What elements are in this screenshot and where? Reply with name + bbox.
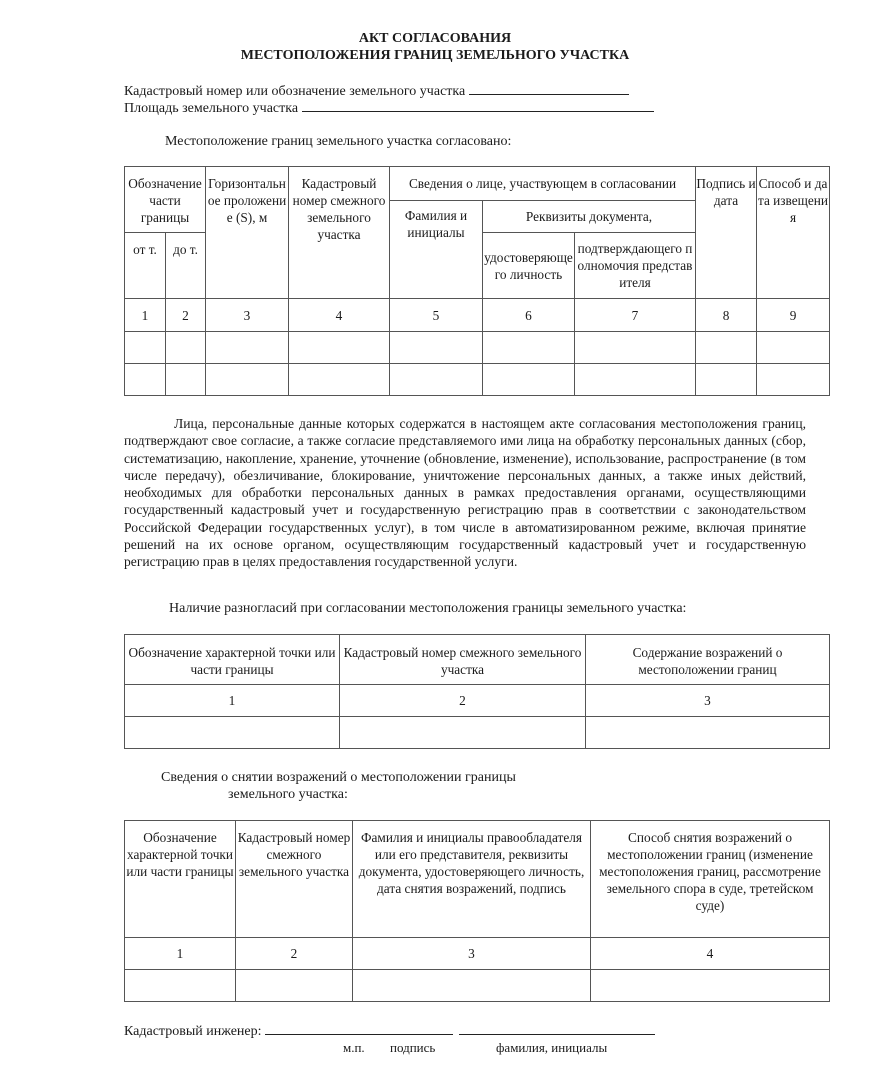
document-title-line2: МЕСТОПОЛОЖЕНИЯ ГРАНИЦ ЗЕМЕЛЬНОГО УЧАСТКА	[240, 48, 630, 63]
header-signature-date: Подпись и дата	[696, 167, 757, 299]
signature-label: подпись	[390, 1040, 436, 1055]
header-point-designation: Обозначение характерной точки или части границы	[125, 635, 340, 685]
col-number: 3	[353, 938, 591, 970]
cadastral-number-input[interactable]	[469, 82, 629, 95]
col-number: 1	[125, 938, 236, 970]
table-cell[interactable]	[353, 970, 591, 1002]
agreement-table	[124, 166, 830, 396]
table-cell[interactable]	[483, 332, 575, 364]
area-field	[124, 99, 654, 117]
table-cell[interactable]	[166, 364, 206, 396]
col-number: 2	[340, 685, 586, 717]
col-number: 4	[591, 938, 830, 970]
cadastral-number-label: Кадастровый номер или обозначение земельного участка	[124, 84, 466, 99]
table-row	[125, 717, 830, 749]
section3-caption-line1: Сведения о снятии возражений о местоположении границы	[161, 770, 516, 785]
col-number: 7	[575, 299, 696, 332]
table-cell[interactable]	[206, 364, 289, 396]
table-cell[interactable]	[575, 364, 696, 396]
objections-removal-table	[124, 820, 830, 1002]
col-number: 4	[289, 299, 390, 332]
table-cell[interactable]	[390, 332, 483, 364]
table-cell[interactable]	[696, 332, 757, 364]
col-number: 5	[390, 299, 483, 332]
col-number: 3	[206, 299, 289, 332]
col-number: 3	[586, 685, 830, 717]
column-numbers-row	[125, 299, 830, 332]
table-cell[interactable]	[125, 970, 236, 1002]
header-from-point: от т.	[125, 233, 166, 299]
section1-caption: Местоположение границ земельного участка согласовано:	[165, 134, 512, 149]
cadastral-engineer-label: Кадастровый инженер:	[124, 1024, 262, 1039]
header-adjacent-cadastral: Кадастровый номер смежного земельного участка	[289, 167, 390, 299]
col-number: 1	[125, 299, 166, 332]
cadastral-number-field	[124, 82, 629, 100]
header-notice-method: Способ и дата извещения	[757, 167, 830, 299]
header-holder-details: Фамилия и инициалы правообладателя или его представителя, реквизиты документа, удостоверяющего личность, дата снятия возражений, подпись	[353, 821, 591, 938]
header-boundary-part: Обозначение части границы	[125, 167, 206, 233]
header-point-designation: Обозначение характерной точки или части границы	[125, 821, 236, 938]
header-to-point: до т.	[166, 233, 206, 299]
table-cell[interactable]	[575, 332, 696, 364]
table-cell[interactable]	[757, 332, 830, 364]
table-cell[interactable]	[586, 717, 830, 749]
name-initials-label: фамилия, инициалы	[496, 1040, 608, 1055]
header-person-info: Сведения о лице, участвующем в согласовании	[390, 167, 696, 201]
column-numbers-row	[125, 938, 830, 970]
table-cell[interactable]	[166, 332, 206, 364]
header-adjacent-cadastral: Кадастровый номер смежного земельного участка	[340, 635, 586, 685]
document-title-line1: АКТ СОГЛАСОВАНИЯ	[358, 31, 512, 46]
table-cell[interactable]	[289, 332, 390, 364]
header-identity-doc: удостоверяющего личность	[483, 233, 575, 299]
table-cell[interactable]	[390, 364, 483, 396]
table-cell[interactable]	[289, 364, 390, 396]
col-number: 1	[125, 685, 340, 717]
table-row	[125, 970, 830, 1002]
col-number: 9	[757, 299, 830, 332]
table-cell[interactable]	[206, 332, 289, 364]
area-input[interactable]	[302, 99, 654, 112]
header-removal-method: Способ снятия возражений о местоположении границ (изменение местоположения границ, рассмотрение земельного спора в суде, третейском суде)	[591, 821, 830, 938]
table-row	[125, 364, 830, 396]
header-name: Фамилия и инициалы	[390, 201, 483, 299]
column-numbers-row	[125, 685, 830, 717]
header-adjacent-cadastral: Кадастровый номер смежного земельного участка	[236, 821, 353, 938]
stamp-label: м.п.	[343, 1040, 365, 1055]
area-label: Площадь земельного участка	[124, 101, 299, 116]
header-doc-details: Реквизиты документа,	[483, 201, 696, 233]
consent-paragraph: Лица, персональные данные которых содержатся в настоящем акте согласования местоположения границ, подтверждают свое согласие, а также согласие представляемого ими лица на обработку персональных данных (сбор, систематизацию, накопление, хранение, уточнение (обновление, изменение), использование, распространение (в том числе передачу), обезличивание, блокирование, уничтожение персональных данных, а также иных действий, необходимых для обработки персональных данных в рамках предоставления органами, осуществляющими государственный кадастровый учет и государственную регистрацию прав в соответствии с законодательством Российской Федерации государственных услуг), в том числе в автоматизированном режиме, включая принятие решений на их основе органом, осуществляющим государственный кадастровый учет и государственную регистрацию прав в целях предоставления государственной услуги.	[124, 416, 806, 570]
col-number: 6	[483, 299, 575, 332]
table-cell[interactable]	[236, 970, 353, 1002]
col-number: 2	[236, 938, 353, 970]
section2-caption: Наличие разногласий при согласовании местоположения границы земельного участка:	[169, 601, 687, 616]
header-authority-doc: подтверждающего полномочия представителя	[575, 233, 696, 299]
section3-caption-line2: земельного участка:	[228, 787, 348, 802]
cadastral-engineer-signature	[124, 1022, 655, 1040]
name-initials-input[interactable]	[459, 1022, 655, 1035]
table-cell[interactable]	[125, 332, 166, 364]
col-number: 2	[166, 299, 206, 332]
table-cell[interactable]	[696, 364, 757, 396]
table-cell[interactable]	[125, 364, 166, 396]
header-objections-content: Содержание возражений о местоположении границ	[586, 635, 830, 685]
col-number: 8	[696, 299, 757, 332]
disagreements-table	[124, 634, 830, 749]
signature-input[interactable]	[265, 1022, 453, 1035]
table-cell[interactable]	[340, 717, 586, 749]
header-horizontal-distance: Горизонтальное проложение (S), м	[206, 167, 289, 299]
table-cell[interactable]	[483, 364, 575, 396]
table-cell[interactable]	[757, 364, 830, 396]
table-cell[interactable]	[125, 717, 340, 749]
table-cell[interactable]	[591, 970, 830, 1002]
table-row	[125, 332, 830, 364]
